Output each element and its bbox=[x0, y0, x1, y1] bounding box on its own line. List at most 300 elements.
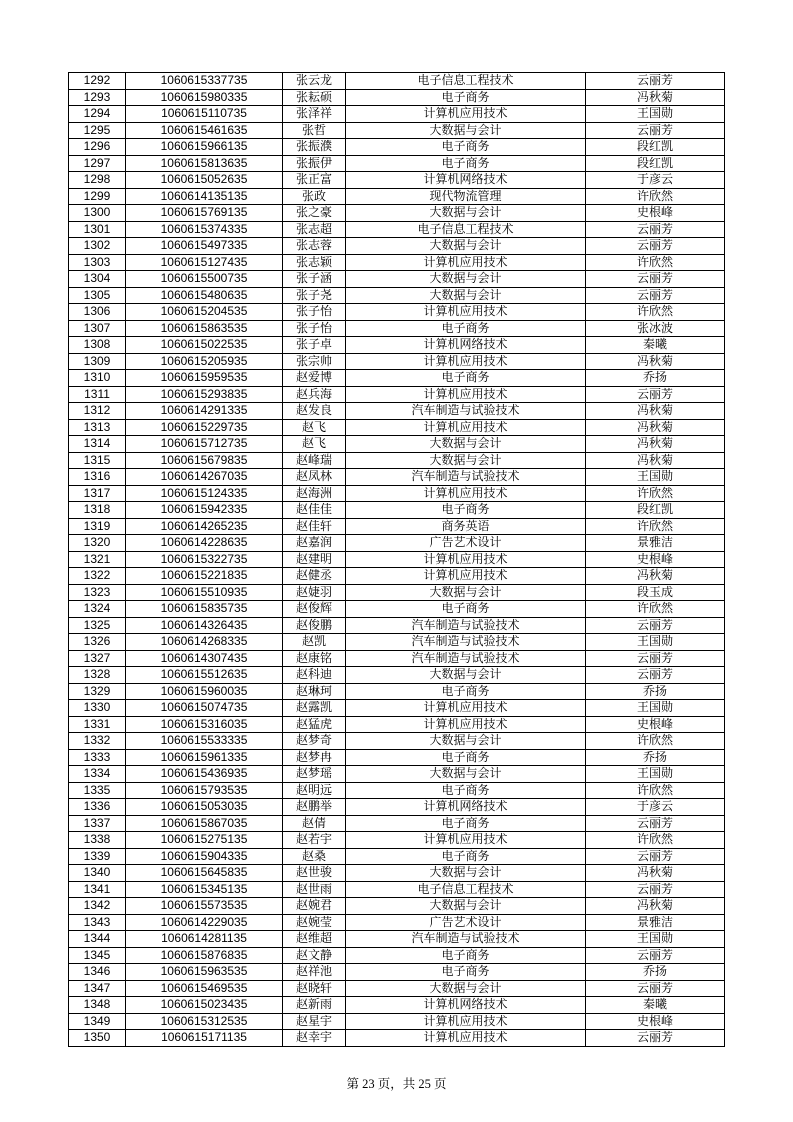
teacher-cell: 冯秋菊 bbox=[586, 452, 725, 469]
table-row bbox=[69, 238, 725, 255]
row-number-cell: 1303 bbox=[69, 254, 126, 271]
row-number-cell: 1310 bbox=[69, 370, 126, 387]
student-id-cell: 1060615469535 bbox=[126, 980, 283, 997]
teacher-cell: 许欣然 bbox=[586, 188, 725, 205]
student-id-cell: 1060615322735 bbox=[126, 551, 283, 568]
teacher-cell: 张冰波 bbox=[586, 320, 725, 337]
student-id-cell: 1060615813635 bbox=[126, 155, 283, 172]
major-cell: 计算机应用技术 bbox=[346, 716, 586, 733]
student-name-cell: 赵健丞 bbox=[283, 568, 346, 585]
teacher-cell: 段红凯 bbox=[586, 155, 725, 172]
table-row bbox=[69, 914, 725, 931]
row-number-cell: 1292 bbox=[69, 73, 126, 90]
student-id-cell: 1060615204535 bbox=[126, 304, 283, 321]
major-cell: 电子商务 bbox=[346, 155, 586, 172]
row-number-cell: 1294 bbox=[69, 106, 126, 123]
student-name-cell: 赵露凯 bbox=[283, 700, 346, 717]
student-id-cell: 1060614291335 bbox=[126, 403, 283, 420]
major-cell: 大数据与会计 bbox=[346, 980, 586, 997]
teacher-cell: 云丽芳 bbox=[586, 617, 725, 634]
row-number-cell: 1296 bbox=[69, 139, 126, 156]
student-id-cell: 1060615510935 bbox=[126, 584, 283, 601]
student-name-cell: 赵佳佳 bbox=[283, 502, 346, 519]
teacher-cell: 云丽芳 bbox=[586, 73, 725, 90]
student-name-cell: 赵世雨 bbox=[283, 881, 346, 898]
major-cell: 汽车制造与试验技术 bbox=[346, 403, 586, 420]
major-cell: 计算机应用技术 bbox=[346, 485, 586, 502]
row-number-cell: 1350 bbox=[69, 1030, 126, 1047]
student-id-cell: 1060615275135 bbox=[126, 832, 283, 849]
major-cell: 电子信息工程技术 bbox=[346, 881, 586, 898]
major-cell: 计算机应用技术 bbox=[346, 386, 586, 403]
major-cell: 大数据与会计 bbox=[346, 436, 586, 453]
student-name-cell: 赵海洲 bbox=[283, 485, 346, 502]
student-id-cell: 1060614229035 bbox=[126, 914, 283, 931]
student-id-cell: 1060615293835 bbox=[126, 386, 283, 403]
row-number-cell: 1313 bbox=[69, 419, 126, 436]
row-number-cell: 1345 bbox=[69, 947, 126, 964]
major-cell: 广告艺术设计 bbox=[346, 535, 586, 552]
major-cell: 计算机网络技术 bbox=[346, 997, 586, 1014]
table-row bbox=[69, 1030, 725, 1047]
teacher-cell: 段红凯 bbox=[586, 502, 725, 519]
student-name-cell: 赵若宇 bbox=[283, 832, 346, 849]
student-id-cell: 1060615110735 bbox=[126, 106, 283, 123]
table-row bbox=[69, 931, 725, 948]
student-id-cell: 1060614268335 bbox=[126, 634, 283, 651]
teacher-cell: 云丽芳 bbox=[586, 287, 725, 304]
table-row bbox=[69, 634, 725, 651]
student-id-cell: 1060614267035 bbox=[126, 469, 283, 486]
student-id-cell: 1060615533335 bbox=[126, 733, 283, 750]
major-cell: 电子商务 bbox=[346, 848, 586, 865]
student-id-cell: 1060615712735 bbox=[126, 436, 283, 453]
row-number-cell: 1299 bbox=[69, 188, 126, 205]
table-row bbox=[69, 535, 725, 552]
table-row bbox=[69, 221, 725, 238]
student-id-cell: 1060615337735 bbox=[126, 73, 283, 90]
table-row bbox=[69, 502, 725, 519]
row-number-cell: 1343 bbox=[69, 914, 126, 931]
row-number-cell: 1297 bbox=[69, 155, 126, 172]
row-number-cell: 1346 bbox=[69, 964, 126, 981]
teacher-cell: 云丽芳 bbox=[586, 848, 725, 865]
student-name-cell: 赵明远 bbox=[283, 782, 346, 799]
student-name-cell: 赵星宇 bbox=[283, 1013, 346, 1030]
student-name-cell: 赵猛虎 bbox=[283, 716, 346, 733]
table-row bbox=[69, 518, 725, 535]
teacher-cell: 云丽芳 bbox=[586, 238, 725, 255]
table-row bbox=[69, 436, 725, 453]
major-cell: 大数据与会计 bbox=[346, 238, 586, 255]
teacher-cell: 乔扬 bbox=[586, 964, 725, 981]
major-cell: 计算机应用技术 bbox=[346, 551, 586, 568]
major-cell: 大数据与会计 bbox=[346, 766, 586, 783]
row-number-cell: 1325 bbox=[69, 617, 126, 634]
table-row bbox=[69, 964, 725, 981]
table-row bbox=[69, 617, 725, 634]
student-id-cell: 1060615961335 bbox=[126, 749, 283, 766]
teacher-cell: 段红凯 bbox=[586, 139, 725, 156]
student-id-cell: 1060615022535 bbox=[126, 337, 283, 354]
major-cell: 大数据与会计 bbox=[346, 667, 586, 684]
table-row bbox=[69, 469, 725, 486]
student-id-cell: 1060615480635 bbox=[126, 287, 283, 304]
row-number-cell: 1341 bbox=[69, 881, 126, 898]
row-number-cell: 1304 bbox=[69, 271, 126, 288]
teacher-cell: 云丽芳 bbox=[586, 650, 725, 667]
student-id-cell: 1060615312535 bbox=[126, 1013, 283, 1030]
table-row bbox=[69, 568, 725, 585]
student-id-cell: 1060614228635 bbox=[126, 535, 283, 552]
major-cell: 计算机应用技术 bbox=[346, 304, 586, 321]
table-row bbox=[69, 584, 725, 601]
student-id-cell: 1060615023435 bbox=[126, 997, 283, 1014]
student-name-cell: 赵倩 bbox=[283, 815, 346, 832]
table-row bbox=[69, 716, 725, 733]
teacher-cell: 许欣然 bbox=[586, 832, 725, 849]
major-cell: 电子商务 bbox=[346, 139, 586, 156]
table-row bbox=[69, 122, 725, 139]
student-name-cell: 张子怡 bbox=[283, 320, 346, 337]
table-row bbox=[69, 254, 725, 271]
teacher-cell: 于彦云 bbox=[586, 172, 725, 189]
table-row bbox=[69, 287, 725, 304]
teacher-cell: 云丽芳 bbox=[586, 815, 725, 832]
teacher-cell: 秦曦 bbox=[586, 337, 725, 354]
student-name-cell: 赵鹏举 bbox=[283, 799, 346, 816]
table-row bbox=[69, 551, 725, 568]
student-id-cell: 1060615769135 bbox=[126, 205, 283, 222]
row-number-cell: 1306 bbox=[69, 304, 126, 321]
table-row bbox=[69, 667, 725, 684]
table-row bbox=[69, 403, 725, 420]
table-row bbox=[69, 749, 725, 766]
student-id-cell: 1060615512635 bbox=[126, 667, 283, 684]
teacher-cell: 王国勋 bbox=[586, 931, 725, 948]
teacher-cell: 许欣然 bbox=[586, 485, 725, 502]
teacher-cell: 史根峰 bbox=[586, 716, 725, 733]
row-number-cell: 1318 bbox=[69, 502, 126, 519]
major-cell: 计算机网络技术 bbox=[346, 799, 586, 816]
row-number-cell: 1308 bbox=[69, 337, 126, 354]
row-number-cell: 1311 bbox=[69, 386, 126, 403]
student-name-cell: 赵康铭 bbox=[283, 650, 346, 667]
row-number-cell: 1331 bbox=[69, 716, 126, 733]
major-cell: 计算机网络技术 bbox=[346, 172, 586, 189]
teacher-cell: 许欣然 bbox=[586, 518, 725, 535]
major-cell: 计算机应用技术 bbox=[346, 1013, 586, 1030]
table-row bbox=[69, 815, 725, 832]
row-number-cell: 1332 bbox=[69, 733, 126, 750]
roster-table bbox=[68, 72, 725, 1047]
student-name-cell: 赵凯 bbox=[283, 634, 346, 651]
table-row bbox=[69, 188, 725, 205]
roster-table-body bbox=[69, 73, 725, 1047]
major-cell: 电子信息工程技术 bbox=[346, 221, 586, 238]
table-row bbox=[69, 353, 725, 370]
row-number-cell: 1320 bbox=[69, 535, 126, 552]
table-row bbox=[69, 370, 725, 387]
row-number-cell: 1337 bbox=[69, 815, 126, 832]
teacher-cell: 史根峰 bbox=[586, 1013, 725, 1030]
table-row bbox=[69, 106, 725, 123]
student-name-cell: 赵桑 bbox=[283, 848, 346, 865]
table-row bbox=[69, 848, 725, 865]
teacher-cell: 冯秋菊 bbox=[586, 89, 725, 106]
student-name-cell: 赵佳轩 bbox=[283, 518, 346, 535]
row-number-cell: 1328 bbox=[69, 667, 126, 684]
row-number-cell: 1315 bbox=[69, 452, 126, 469]
teacher-cell: 王国勋 bbox=[586, 106, 725, 123]
student-name-cell: 张志超 bbox=[283, 221, 346, 238]
student-id-cell: 1060615127435 bbox=[126, 254, 283, 271]
student-id-cell: 1060614281135 bbox=[126, 931, 283, 948]
row-number-cell: 1323 bbox=[69, 584, 126, 601]
teacher-cell: 许欣然 bbox=[586, 304, 725, 321]
student-id-cell: 1060615074735 bbox=[126, 700, 283, 717]
teacher-cell: 段玉成 bbox=[586, 584, 725, 601]
row-number-cell: 1317 bbox=[69, 485, 126, 502]
student-name-cell: 赵俊鹏 bbox=[283, 617, 346, 634]
table-row bbox=[69, 832, 725, 849]
student-name-cell: 赵爱博 bbox=[283, 370, 346, 387]
student-id-cell: 1060615835735 bbox=[126, 601, 283, 618]
student-name-cell: 赵兵海 bbox=[283, 386, 346, 403]
row-number-cell: 1305 bbox=[69, 287, 126, 304]
row-number-cell: 1339 bbox=[69, 848, 126, 865]
major-cell: 大数据与会计 bbox=[346, 452, 586, 469]
table-row bbox=[69, 485, 725, 502]
student-id-cell: 1060615374335 bbox=[126, 221, 283, 238]
major-cell: 电子商务 bbox=[346, 749, 586, 766]
student-id-cell: 1060615959535 bbox=[126, 370, 283, 387]
student-name-cell: 赵幸宇 bbox=[283, 1030, 346, 1047]
teacher-cell: 景雅洁 bbox=[586, 535, 725, 552]
table-row bbox=[69, 73, 725, 90]
student-name-cell: 赵俊辉 bbox=[283, 601, 346, 618]
table-row bbox=[69, 320, 725, 337]
table-row bbox=[69, 766, 725, 783]
student-name-cell: 赵建明 bbox=[283, 551, 346, 568]
major-cell: 计算机应用技术 bbox=[346, 700, 586, 717]
major-cell: 计算机应用技术 bbox=[346, 353, 586, 370]
major-cell: 电子商务 bbox=[346, 815, 586, 832]
row-number-cell: 1322 bbox=[69, 568, 126, 585]
major-cell: 大数据与会计 bbox=[346, 287, 586, 304]
teacher-cell: 乔扬 bbox=[586, 749, 725, 766]
student-id-cell: 1060615645835 bbox=[126, 865, 283, 882]
major-cell: 电子商务 bbox=[346, 683, 586, 700]
teacher-cell: 冯秋菊 bbox=[586, 436, 725, 453]
teacher-cell: 许欣然 bbox=[586, 601, 725, 618]
major-cell: 计算机应用技术 bbox=[346, 254, 586, 271]
student-id-cell: 1060615679835 bbox=[126, 452, 283, 469]
table-row bbox=[69, 419, 725, 436]
table-row bbox=[69, 89, 725, 106]
student-name-cell: 赵凤林 bbox=[283, 469, 346, 486]
student-name-cell: 赵科迪 bbox=[283, 667, 346, 684]
student-id-cell: 1060614265235 bbox=[126, 518, 283, 535]
student-name-cell: 张云龙 bbox=[283, 73, 346, 90]
student-name-cell: 张振濮 bbox=[283, 139, 346, 156]
row-number-cell: 1330 bbox=[69, 700, 126, 717]
student-name-cell: 赵琳珂 bbox=[283, 683, 346, 700]
row-number-cell: 1301 bbox=[69, 221, 126, 238]
row-number-cell: 1329 bbox=[69, 683, 126, 700]
major-cell: 广告艺术设计 bbox=[346, 914, 586, 931]
table-row bbox=[69, 980, 725, 997]
teacher-cell: 冯秋菊 bbox=[586, 403, 725, 420]
student-name-cell: 张宗帅 bbox=[283, 353, 346, 370]
major-cell: 汽车制造与试验技术 bbox=[346, 931, 586, 948]
student-id-cell: 1060615863535 bbox=[126, 320, 283, 337]
row-number-cell: 1348 bbox=[69, 997, 126, 1014]
table-row bbox=[69, 947, 725, 964]
major-cell: 大数据与会计 bbox=[346, 733, 586, 750]
row-number-cell: 1302 bbox=[69, 238, 126, 255]
row-number-cell: 1342 bbox=[69, 898, 126, 915]
student-id-cell: 1060615345135 bbox=[126, 881, 283, 898]
major-cell: 电子商务 bbox=[346, 502, 586, 519]
major-cell: 电子商务 bbox=[346, 601, 586, 618]
major-cell: 计算机应用技术 bbox=[346, 832, 586, 849]
teacher-cell: 秦曦 bbox=[586, 997, 725, 1014]
table-row bbox=[69, 1013, 725, 1030]
major-cell: 计算机网络技术 bbox=[346, 337, 586, 354]
student-id-cell: 1060615171135 bbox=[126, 1030, 283, 1047]
student-name-cell: 赵发良 bbox=[283, 403, 346, 420]
row-number-cell: 1347 bbox=[69, 980, 126, 997]
major-cell: 电子商务 bbox=[346, 964, 586, 981]
row-number-cell: 1295 bbox=[69, 122, 126, 139]
table-row bbox=[69, 733, 725, 750]
teacher-cell: 云丽芳 bbox=[586, 881, 725, 898]
major-cell: 计算机应用技术 bbox=[346, 419, 586, 436]
student-id-cell: 1060615052635 bbox=[126, 172, 283, 189]
student-id-cell: 1060615500735 bbox=[126, 271, 283, 288]
row-number-cell: 1334 bbox=[69, 766, 126, 783]
row-number-cell: 1300 bbox=[69, 205, 126, 222]
teacher-cell: 云丽芳 bbox=[586, 947, 725, 964]
student-name-cell: 张志蓉 bbox=[283, 238, 346, 255]
teacher-cell: 云丽芳 bbox=[586, 667, 725, 684]
student-name-cell: 赵婉莹 bbox=[283, 914, 346, 931]
teacher-cell: 王国勋 bbox=[586, 634, 725, 651]
row-number-cell: 1333 bbox=[69, 749, 126, 766]
row-number-cell: 1335 bbox=[69, 782, 126, 799]
student-id-cell: 1060615124335 bbox=[126, 485, 283, 502]
row-number-cell: 1312 bbox=[69, 403, 126, 420]
major-cell: 大数据与会计 bbox=[346, 865, 586, 882]
row-number-cell: 1349 bbox=[69, 1013, 126, 1030]
teacher-cell: 云丽芳 bbox=[586, 221, 725, 238]
student-name-cell: 张耘硕 bbox=[283, 89, 346, 106]
row-number-cell: 1326 bbox=[69, 634, 126, 651]
major-cell: 现代物流管理 bbox=[346, 188, 586, 205]
major-cell: 大数据与会计 bbox=[346, 898, 586, 915]
student-name-cell: 赵世骏 bbox=[283, 865, 346, 882]
table-row bbox=[69, 205, 725, 222]
student-name-cell: 赵飞 bbox=[283, 419, 346, 436]
row-number-cell: 1307 bbox=[69, 320, 126, 337]
row-number-cell: 1327 bbox=[69, 650, 126, 667]
student-name-cell: 张子卓 bbox=[283, 337, 346, 354]
major-cell: 大数据与会计 bbox=[346, 584, 586, 601]
student-name-cell: 张振伊 bbox=[283, 155, 346, 172]
teacher-cell: 冯秋菊 bbox=[586, 898, 725, 915]
student-name-cell: 张志颖 bbox=[283, 254, 346, 271]
teacher-cell: 许欣然 bbox=[586, 254, 725, 271]
student-name-cell: 张子尧 bbox=[283, 287, 346, 304]
teacher-cell: 史根峰 bbox=[586, 205, 725, 222]
student-name-cell: 赵飞 bbox=[283, 436, 346, 453]
major-cell: 汽车制造与试验技术 bbox=[346, 650, 586, 667]
table-row bbox=[69, 865, 725, 882]
table-row bbox=[69, 337, 725, 354]
teacher-cell: 许欣然 bbox=[586, 782, 725, 799]
table-row bbox=[69, 799, 725, 816]
major-cell: 汽车制造与试验技术 bbox=[346, 617, 586, 634]
table-row bbox=[69, 782, 725, 799]
teacher-cell: 云丽芳 bbox=[586, 271, 725, 288]
student-id-cell: 1060615963535 bbox=[126, 964, 283, 981]
table-row bbox=[69, 452, 725, 469]
student-name-cell: 赵新雨 bbox=[283, 997, 346, 1014]
student-name-cell: 赵文静 bbox=[283, 947, 346, 964]
student-id-cell: 1060615904335 bbox=[126, 848, 283, 865]
row-number-cell: 1316 bbox=[69, 469, 126, 486]
student-name-cell: 赵婕羽 bbox=[283, 584, 346, 601]
teacher-cell: 乔扬 bbox=[586, 370, 725, 387]
student-id-cell: 1060615461635 bbox=[126, 122, 283, 139]
major-cell: 电子商务 bbox=[346, 782, 586, 799]
teacher-cell: 史根峰 bbox=[586, 551, 725, 568]
teacher-cell: 冯秋菊 bbox=[586, 568, 725, 585]
student-name-cell: 赵梦冉 bbox=[283, 749, 346, 766]
student-name-cell: 赵婉君 bbox=[283, 898, 346, 915]
table-row bbox=[69, 386, 725, 403]
teacher-cell: 景雅洁 bbox=[586, 914, 725, 931]
student-id-cell: 1060615221835 bbox=[126, 568, 283, 585]
student-id-cell: 1060615960035 bbox=[126, 683, 283, 700]
teacher-cell: 云丽芳 bbox=[586, 980, 725, 997]
major-cell: 大数据与会计 bbox=[346, 205, 586, 222]
major-cell: 计算机应用技术 bbox=[346, 106, 586, 123]
student-name-cell: 张子涵 bbox=[283, 271, 346, 288]
student-name-cell: 张哲 bbox=[283, 122, 346, 139]
major-cell: 计算机应用技术 bbox=[346, 1030, 586, 1047]
student-name-cell: 赵梦瑶 bbox=[283, 766, 346, 783]
student-name-cell: 张正富 bbox=[283, 172, 346, 189]
table-row bbox=[69, 304, 725, 321]
major-cell: 大数据与会计 bbox=[346, 271, 586, 288]
student-id-cell: 1060615053035 bbox=[126, 799, 283, 816]
student-id-cell: 1060614135135 bbox=[126, 188, 283, 205]
student-name-cell: 张政 bbox=[283, 188, 346, 205]
table-row bbox=[69, 172, 725, 189]
row-number-cell: 1298 bbox=[69, 172, 126, 189]
student-name-cell: 赵峰瑞 bbox=[283, 452, 346, 469]
major-cell: 汽车制造与试验技术 bbox=[346, 634, 586, 651]
row-number-cell: 1293 bbox=[69, 89, 126, 106]
teacher-cell: 王国勋 bbox=[586, 700, 725, 717]
student-id-cell: 1060614307435 bbox=[126, 650, 283, 667]
teacher-cell: 王国勋 bbox=[586, 469, 725, 486]
student-id-cell: 1060615793535 bbox=[126, 782, 283, 799]
teacher-cell: 冯秋菊 bbox=[586, 419, 725, 436]
student-name-cell: 赵梦奇 bbox=[283, 733, 346, 750]
